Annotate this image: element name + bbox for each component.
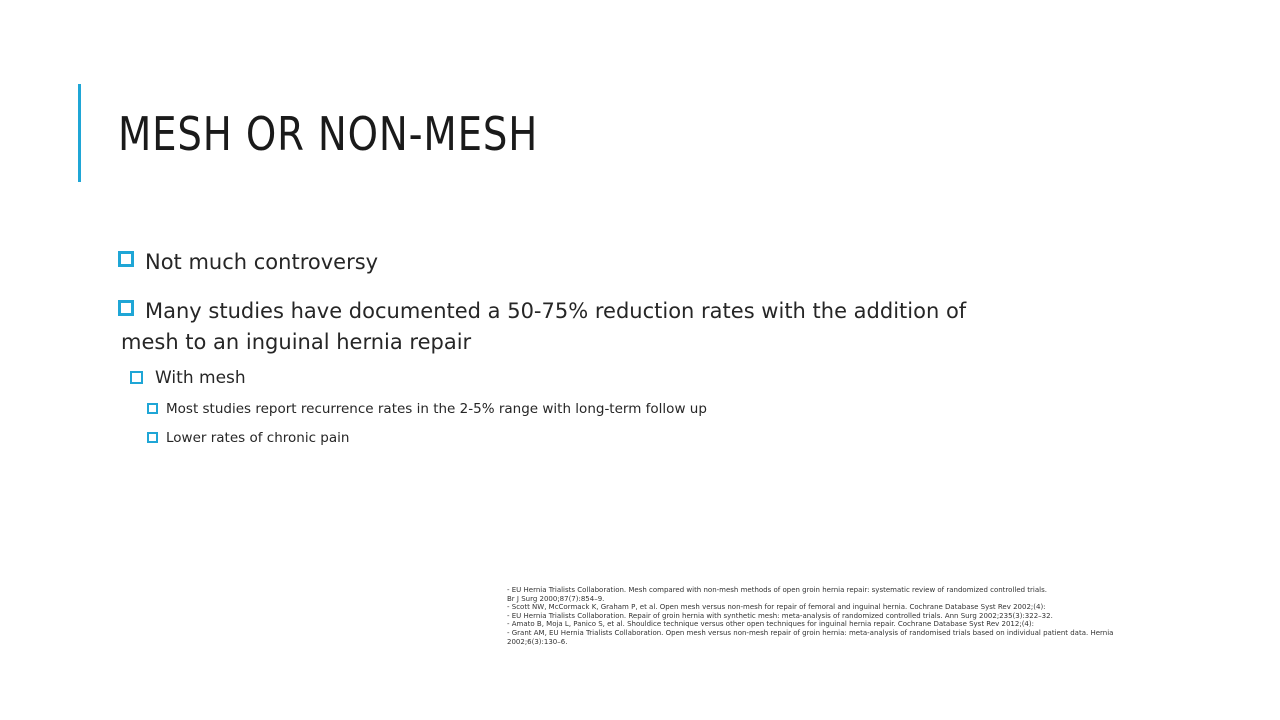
sub-bullet-text: With mesh [155, 368, 246, 388]
square-bullet-icon [130, 371, 143, 384]
bullet-text-continued: mesh to an inguinal hernia repair [121, 330, 472, 354]
bullet-item [145, 295, 966, 327]
sub-sub-bullet-item [166, 428, 349, 448]
bullet-text: Not much controversy [145, 250, 379, 274]
reference-line: - EU Hernia Trialists Collaboration. Mesh compared with non-mesh methods of open groin hernia repair: systematic review of randomized controlled trials. [507, 586, 1047, 594]
reference-line: - Grant AM, EU Hernia Trialists Collaboration. Open mesh versus non-mesh repair of groin hernia: meta-analysis of randomised trials based on individual patient data. Hernia [507, 628, 1114, 637]
sub-sub-bullet-text: Most studies report recurrence rates in the 2-5% range with long-term follow up [166, 401, 707, 417]
sub-sub-bullet-item [166, 399, 707, 419]
sub-sub-bullet-text: Lower rates of chronic pain [166, 430, 350, 446]
reference-line: - EU Hernia Trialists Collaboration. Repair of groin hernia with synthetic mesh: meta-analysis of randomized controlled trials. Ann Surg 2002;235(3):322–32. [507, 611, 1053, 620]
sub-bullet-item [155, 366, 246, 390]
bullet-item [145, 246, 378, 278]
references [507, 586, 1163, 646]
reference-line: Br J Surg 2000;87(7):854–9. [507, 594, 605, 603]
square-bullet-icon [118, 251, 134, 267]
slide-title: MESH OR NON-MESH [118, 107, 539, 161]
square-bullet-icon [118, 300, 134, 316]
title-accent-bar [78, 84, 81, 182]
reference-line: - Scott NW, McCormack K, Graham P, et al. Open mesh versus non-mesh for repair of femoral and inguinal hernia. Cochrane Database Syst Rev 2002;(4): [507, 603, 1046, 612]
square-bullet-icon [147, 403, 158, 414]
bullet-text: Many studies have documented a 50-75% reduction rates with the addition of [145, 299, 967, 323]
reference-line: - Amato B, Moja L, Panico S, et al. Shouldice technique versus other open techniques for inguinal hernia repair. Cochrane Database Syst Rev 2012;(4): [507, 620, 1034, 629]
square-bullet-icon [147, 432, 158, 443]
reference-line: 2002;6(3):130–6. [507, 637, 568, 646]
